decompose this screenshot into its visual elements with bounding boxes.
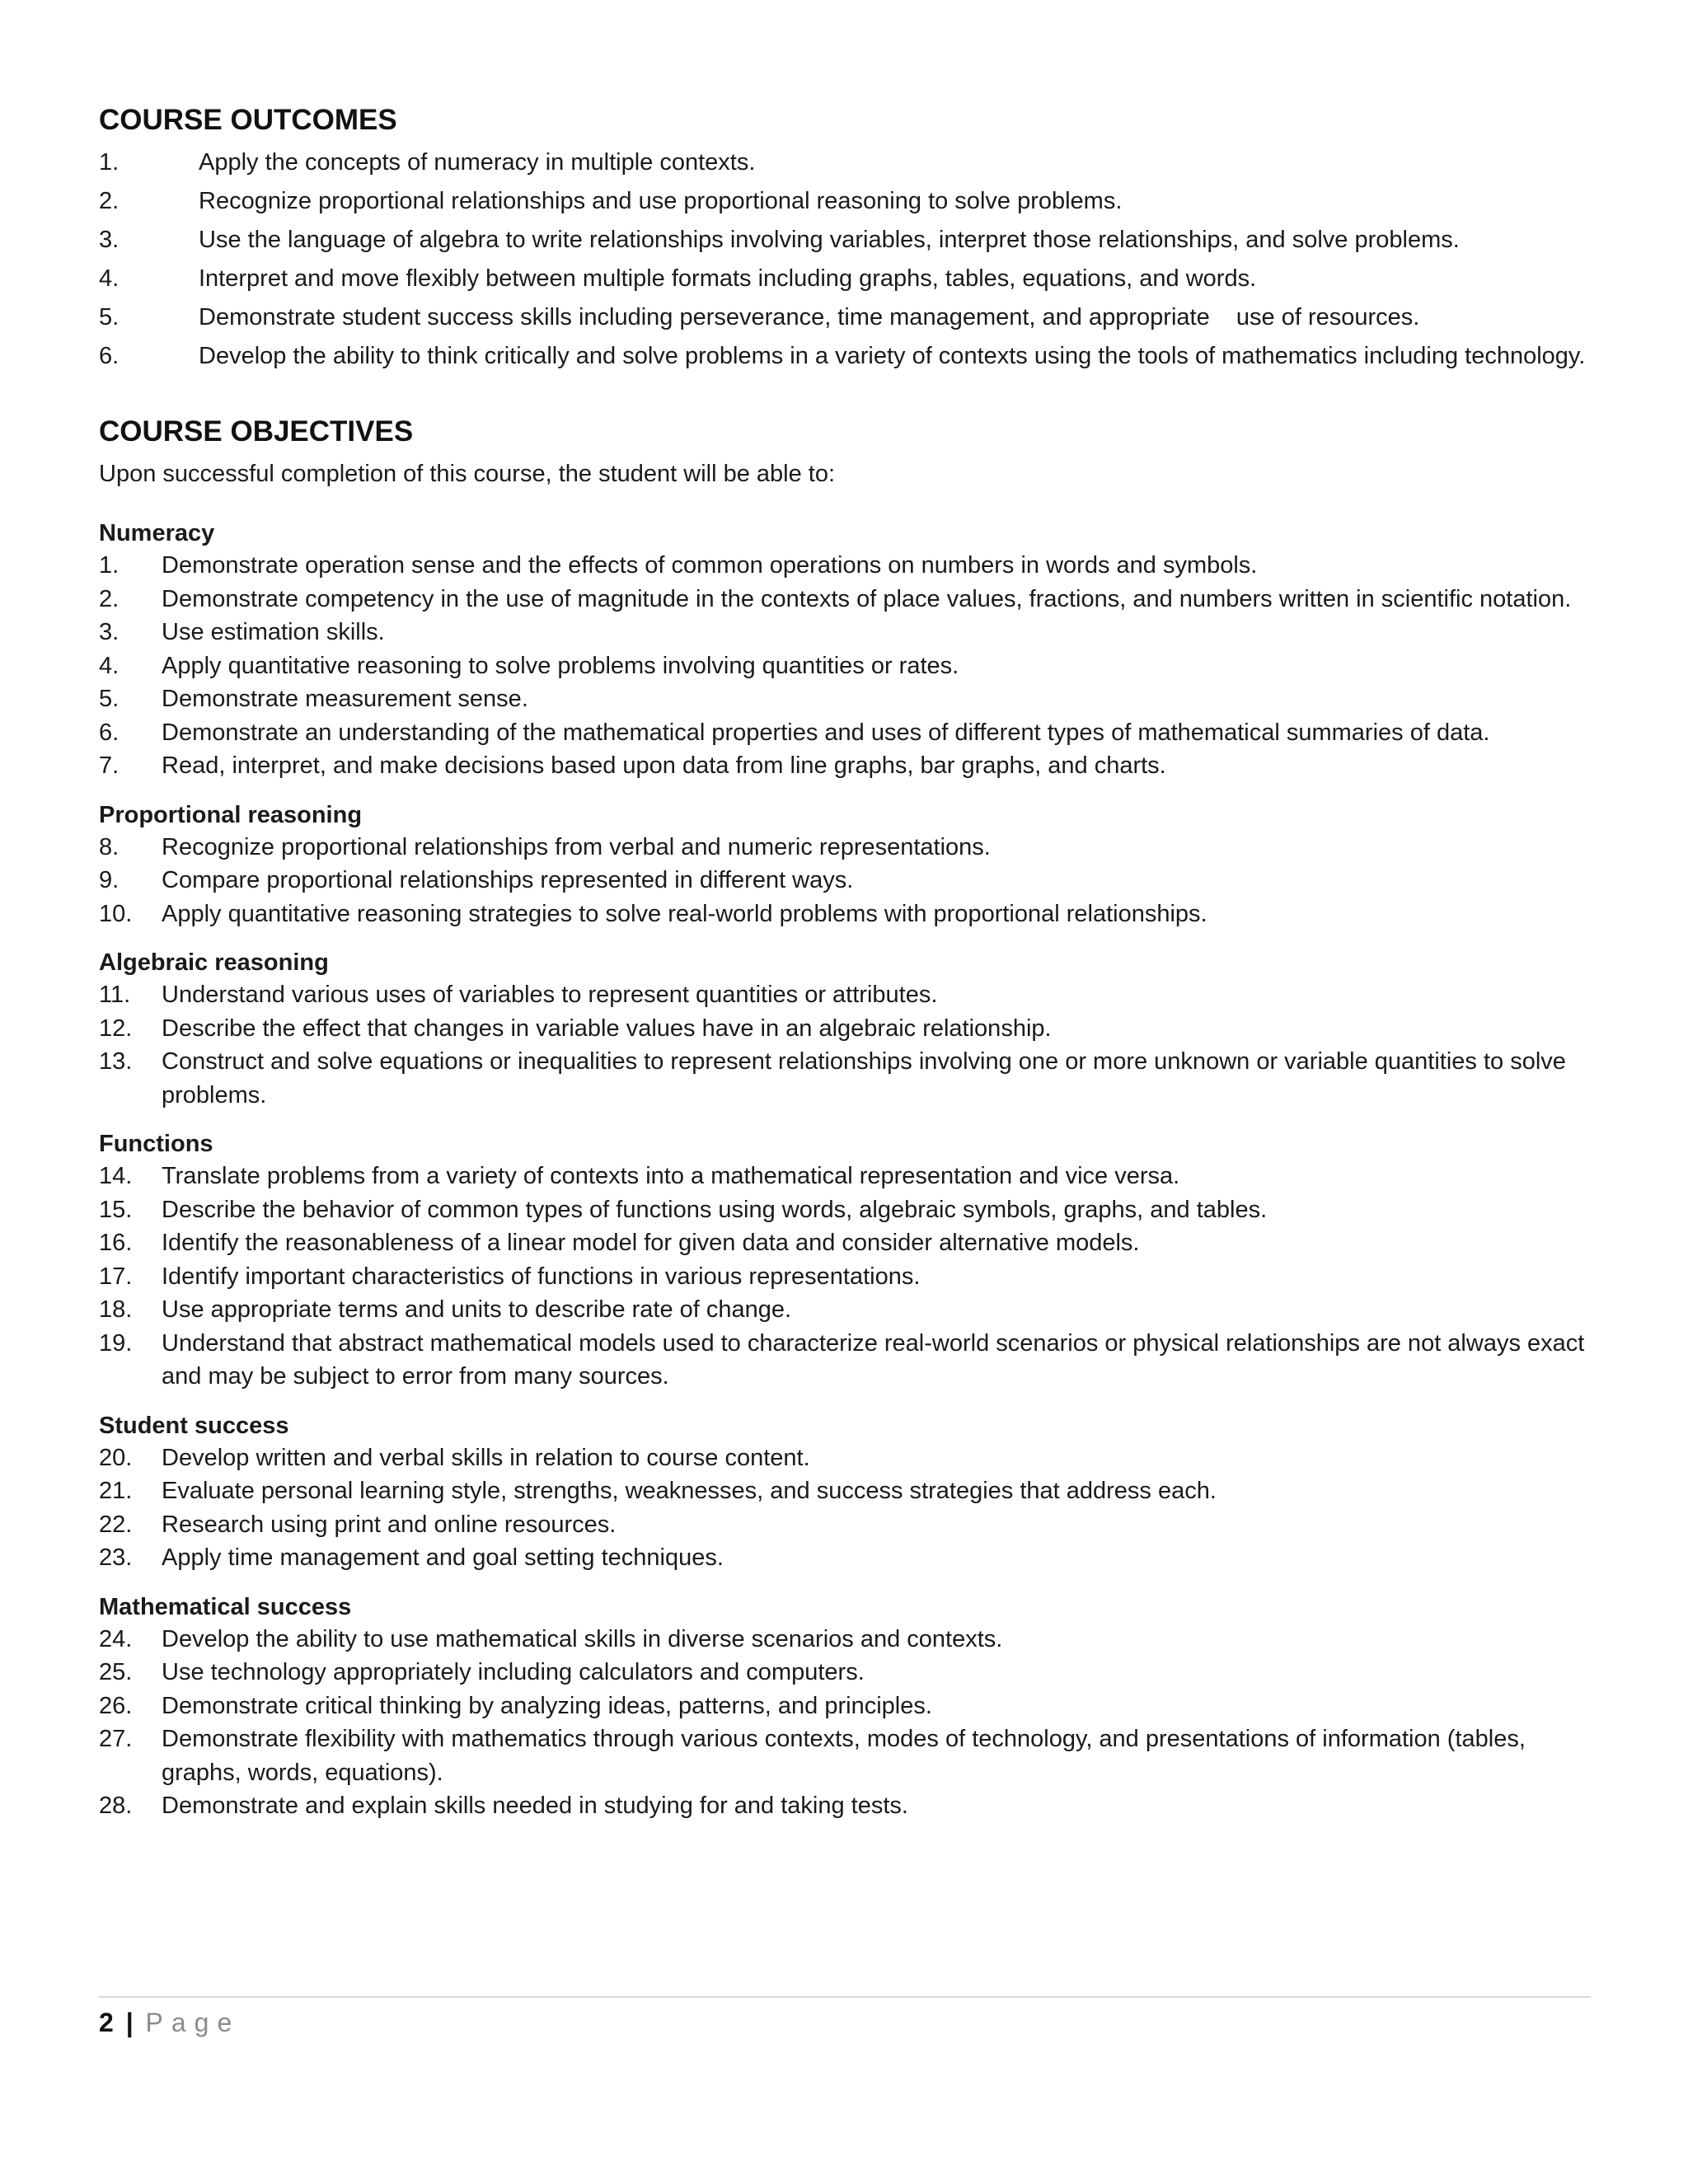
objective-text: Research using print and online resources. [162, 1511, 617, 1538]
objective-number: 16. [99, 1230, 133, 1256]
objective-list [99, 1623, 1591, 1823]
objective-list [99, 549, 1591, 783]
objective-text: Use appropriate terms and units to describe rate of change. [162, 1296, 792, 1323]
objective-text: Use technology appropriately including calculators and computers. [162, 1659, 865, 1685]
objective-number: 8. [99, 833, 120, 860]
course-objectives-heading: COURSE OBJECTIVES [99, 415, 414, 448]
outcome-item [99, 143, 1591, 182]
page-footer [99, 2004, 240, 2041]
objective-number: 18. [99, 1296, 133, 1323]
objective-item [99, 1226, 1591, 1260]
objective-group-title: Mathematical success [99, 1593, 352, 1620]
objective-number: 21. [99, 1478, 133, 1504]
objective-text: Demonstrate measurement sense. [162, 686, 528, 712]
objective-text: Read, interpret, and make decisions based upon data from line graphs, bar graphs, and charts. [162, 752, 1166, 779]
objective-item [99, 583, 1591, 616]
objective-number: 12. [99, 1015, 133, 1042]
page-number: 2 [99, 2008, 114, 2037]
objective-text: Compare proportional relationships represented in different ways. [162, 867, 854, 893]
objective-text: Evaluate personal learning style, strengths, weaknesses, and success strategies that address each. [162, 1478, 1217, 1504]
objective-group-title: Algebraic reasoning [99, 949, 329, 976]
objective-text: Apply quantitative reasoning to solve problems involving quantities or rates. [162, 652, 959, 679]
outcome-item [99, 182, 1591, 221]
objective-number: 3. [99, 619, 120, 645]
objective-text: Apply time management and goal setting techniques. [162, 1544, 724, 1571]
objective-number: 20. [99, 1444, 133, 1471]
objective-text: Demonstrate competency in the use of magnitude in the contexts of place values, fractions, and numbers written in scientific notation. [162, 585, 1572, 612]
outcome-text: Apply the concepts of numeracy in multiple contexts. [199, 149, 756, 176]
objective-number: 28. [99, 1793, 133, 1819]
objective-item [99, 898, 1591, 931]
objective-item [99, 1690, 1591, 1723]
objective-item [99, 1541, 1591, 1575]
objective-item [99, 1260, 1591, 1294]
objective-number: 5. [99, 686, 120, 712]
objective-item [99, 1012, 1591, 1046]
objective-group-numeracy [99, 518, 1591, 783]
objective-number: 24. [99, 1625, 133, 1652]
objective-group-title: Student success [99, 1412, 289, 1439]
footer-separator: | [125, 2008, 134, 2037]
objective-text: Recognize proportional relationships from verbal and numeric representations. [162, 833, 991, 860]
objective-item [99, 1508, 1591, 1542]
objective-number: 26. [99, 1692, 133, 1719]
objective-text: Develop the ability to use mathematical skills in diverse scenarios and contexts. [162, 1625, 1003, 1652]
objective-number: 2. [99, 585, 120, 612]
objective-text: Understand various uses of variables to represent quantities or attributes. [162, 982, 938, 1008]
objective-group-title: Numeracy [99, 520, 215, 546]
objective-text: Translate problems from a variety of contexts into a mathematical representation and vice versa. [162, 1163, 1180, 1189]
objective-group-proportional-reasoning [99, 799, 1591, 931]
objective-text: Describe the effect that changes in variable values have in an algebraic relationship. [162, 1015, 1052, 1042]
outcome-number: 1. [99, 149, 120, 176]
objective-item [99, 864, 1591, 898]
objective-item [99, 682, 1591, 716]
objective-item [99, 549, 1591, 583]
objective-group-title: Proportional reasoning [99, 801, 363, 828]
objective-number: 9. [99, 867, 120, 893]
objective-item [99, 1193, 1591, 1227]
objective-item [99, 749, 1591, 783]
outcome-text: Develop the ability to think critically and solve problems in a variety of contexts using the tools of mathematics including technology. [199, 343, 1586, 369]
course-objectives-section [99, 409, 1591, 1823]
objective-number: 6. [99, 719, 120, 746]
outcome-item [99, 260, 1591, 298]
objective-list [99, 831, 1591, 931]
objective-item [99, 1722, 1591, 1789]
outcome-item [99, 221, 1591, 260]
objective-number: 22. [99, 1511, 133, 1538]
objective-number: 14. [99, 1163, 133, 1189]
objective-list [99, 1441, 1591, 1575]
objective-text: Identify the reasonableness of a linear model for given data and consider alternative models. [162, 1230, 1140, 1256]
objective-item [99, 831, 1591, 865]
objective-number: 23. [99, 1544, 133, 1571]
objective-list [99, 1160, 1591, 1394]
objective-text: Identify important characteristics of functions in various representations. [162, 1263, 921, 1290]
objective-text: Describe the behavior of common types of functions using words, algebraic symbols, graphs, and tables. [162, 1196, 1268, 1223]
objective-number: 15. [99, 1196, 133, 1223]
course-outcomes-section [99, 97, 1591, 376]
objective-item [99, 1045, 1591, 1112]
objective-item [99, 716, 1591, 750]
objective-item [99, 1441, 1591, 1475]
objective-text: Develop written and verbal skills in relation to course content. [162, 1444, 810, 1471]
objectives-intro: Upon successful completion of this course, the student will be able to: [99, 461, 836, 487]
page-label: Page [145, 2008, 241, 2037]
outcome-text: Use the language of algebra to write relationships involving variables, interpret those relationships, and solve problems. [199, 227, 1460, 253]
course-outcomes-list [99, 143, 1591, 376]
objective-text: Understand that abstract mathematical models used to characterize real-world scenarios or physical relationships are not always exact and may be subject to error from many sources. [162, 1329, 1585, 1390]
objective-item [99, 1656, 1591, 1690]
outcome-number: 2. [99, 188, 120, 214]
objective-group-title: Functions [99, 1131, 213, 1157]
objective-group-mathematical-success [99, 1591, 1591, 1823]
objective-text: Construct and solve equations or inequalities to represent relationships involving one or more unknown or variable quantities to solve problems. [162, 1048, 1566, 1108]
objective-number: 11. [99, 982, 131, 1008]
document-page [99, 97, 1591, 1823]
outcome-item [99, 337, 1591, 376]
outcome-number: 6. [99, 343, 120, 369]
outcome-number: 4. [99, 265, 120, 292]
outcome-text: Interpret and move flexibly between multiple formats including graphs, tables, equations, and words. [199, 265, 1257, 292]
outcome-item [99, 298, 1591, 337]
objective-item [99, 1474, 1591, 1508]
objective-number: 1. [99, 552, 120, 579]
objective-text: Demonstrate and explain skills needed in studying for and taking tests. [162, 1793, 908, 1819]
objective-text: Demonstrate an understanding of the mathematical properties and uses of different types of mathematical summaries of data. [162, 719, 1490, 746]
objective-text: Demonstrate critical thinking by analyzing ideas, patterns, and principles. [162, 1692, 932, 1719]
objective-item [99, 1293, 1591, 1327]
objective-group-student-success [99, 1410, 1591, 1575]
outcome-text: Demonstrate student success skills including perseverance, time management, and appropriate use of resources. [199, 304, 1420, 330]
outcome-text: Recognize proportional relationships and use proportional reasoning to solve problems. [199, 188, 1123, 214]
objective-item [99, 616, 1591, 649]
objective-text: Use estimation skills. [162, 619, 385, 645]
objective-list [99, 978, 1591, 1112]
objective-number: 17. [99, 1263, 133, 1290]
objective-number: 19. [99, 1329, 133, 1357]
objective-text: Demonstrate operation sense and the effects of common operations on numbers in words and symbols. [162, 552, 1258, 579]
objective-item [99, 978, 1591, 1012]
objective-number: 7. [99, 752, 120, 779]
objective-group-functions [99, 1128, 1591, 1394]
outcome-number: 5. [99, 304, 120, 330]
footer-divider [99, 1996, 1591, 1998]
objective-number: 13. [99, 1048, 133, 1075]
objective-item [99, 1623, 1591, 1657]
objective-number: 10. [99, 900, 133, 927]
objective-number: 27. [99, 1726, 133, 1752]
objective-text: Demonstrate flexibility with mathematics through various contexts, modes of technology, and presentations of information (tables, graphs, words, equations). [162, 1726, 1526, 1786]
objective-item [99, 1327, 1591, 1394]
course-outcomes-heading: COURSE OUTCOMES [99, 104, 397, 136]
objective-number: 25. [99, 1659, 133, 1685]
objective-item [99, 1789, 1591, 1823]
objective-item [99, 1160, 1591, 1193]
outcome-number: 3. [99, 227, 120, 253]
objective-item [99, 649, 1591, 683]
objective-group-algebraic-reasoning [99, 947, 1591, 1112]
objective-text: Apply quantitative reasoning strategies to solve real-world problems with proportional relationships. [162, 900, 1207, 927]
objective-number: 4. [99, 652, 120, 679]
